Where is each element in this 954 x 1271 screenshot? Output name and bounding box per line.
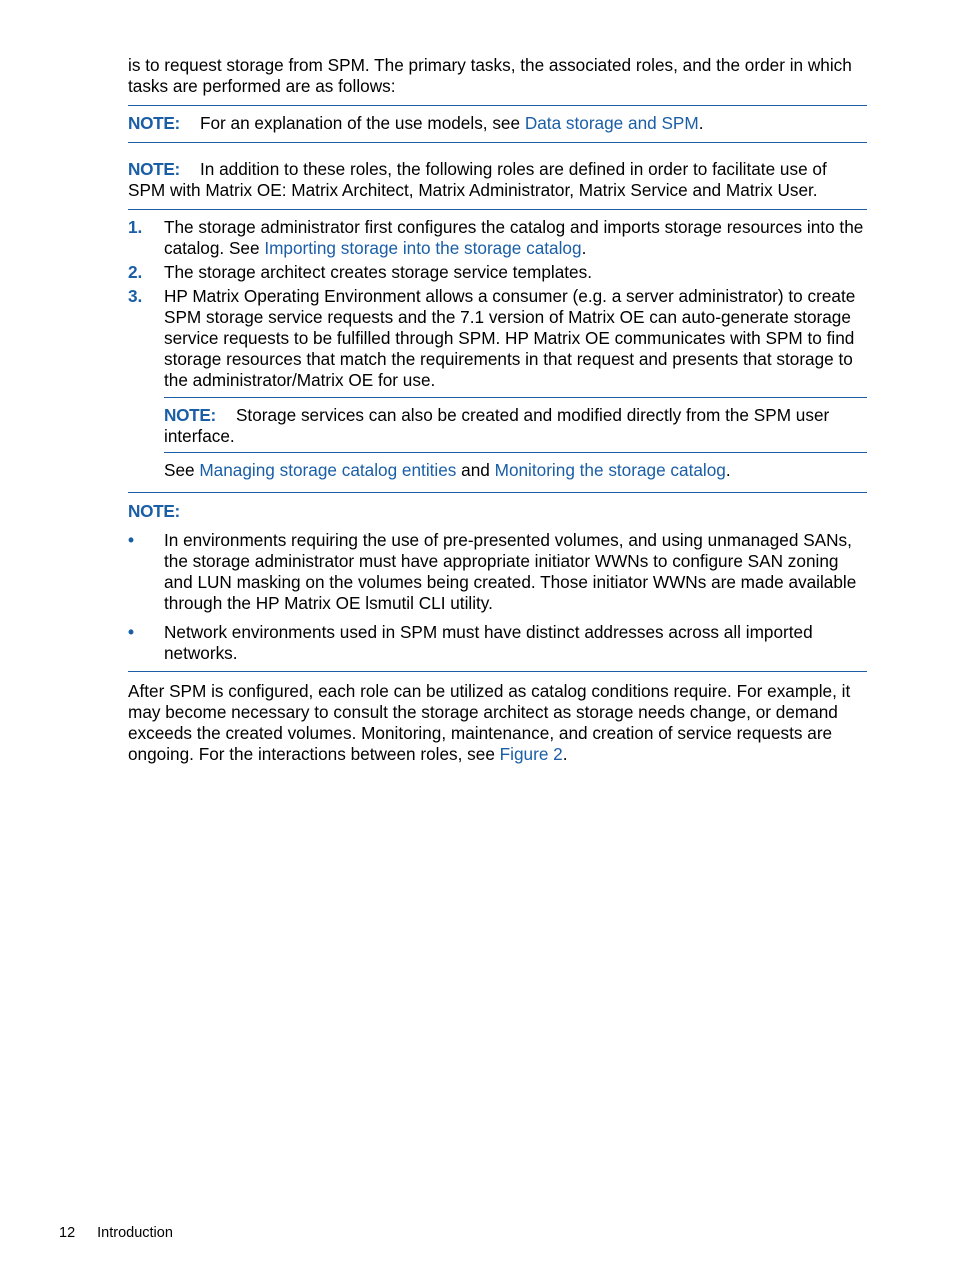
note-label: NOTE: [128, 113, 180, 133]
step-text: HP Matrix Operating Environment allows a consumer (e.g. a server administrator) to create SPM storage service requests and the 7.1 version of Matrix OE can auto-generate storage service requests to be fulfilled through SPM. HP Matrix OE communicates with SPM to find storage resources that match the requirements in that request and presents that storage to the administrator/Matrix OE for use. [164, 286, 856, 390]
note-use-models: NOTE: For an explanation of the use models, see Data storage and SPM. [128, 105, 867, 143]
see-also-line: See Managing storage catalog entities and Monitoring the storage catalog. [164, 460, 731, 480]
intro-paragraph: is to request storage from SPM. The primary tasks, the associated roles, and the order in which tasks are performed are as follows: [128, 55, 852, 96]
list-item: • Network environments used in SPM must have distinct addresses across all imported networks. [128, 622, 813, 663]
note-text: For an explanation of the use models, see [199, 113, 525, 133]
note-label: NOTE: [128, 159, 180, 179]
task-steps-list [128, 217, 867, 391]
link-managing-catalog-entities[interactable]: Managing storage catalog entities [199, 460, 457, 480]
note-storage-services [164, 397, 867, 453]
link-data-storage-and-spm[interactable]: Data storage and SPM [524, 113, 699, 133]
step-text: The storage architect creates storage service templates. [164, 262, 592, 282]
page-number: 12 [59, 1225, 76, 1241]
bullet-icon: • [128, 530, 135, 550]
note-label: NOTE: [164, 405, 216, 425]
link-monitoring-catalog[interactable]: Monitoring the storage catalog [494, 460, 726, 480]
note-label: NOTE: [128, 501, 180, 521]
bullet-icon: • [128, 622, 135, 642]
step-number: 1. [128, 217, 143, 237]
note-additional-roles [128, 151, 867, 210]
closing-paragraph: After SPM is configured, each role can be utilized as catalog conditions require. For example, it may become necessary to consult the storage architect as storage needs change, or demand exceeds the created volumes. Monitoring, maintenance, and creation of service requests are ongoing. For the interactions between roles, see Figure 2. [128, 681, 851, 764]
list-item-step-2 [128, 262, 867, 283]
step-text: The storage administrator first configures the catalog and imports storage resources into the catalog. See [164, 217, 864, 258]
page-footer [59, 1223, 195, 1244]
section-name: Introduction [97, 1225, 173, 1241]
link-figure-2[interactable]: Figure 2 [499, 744, 563, 764]
note-text: Storage services can also be created and modified directly from the SPM user interface. [164, 405, 830, 446]
list-item-step-3 [128, 286, 867, 391]
step-number: 2. [128, 262, 143, 282]
step-number: 3. [128, 286, 143, 306]
note-bullet-list [128, 530, 867, 664]
note-environments [128, 493, 867, 672]
note-text: In addition to these roles, the following roles are defined in order to facilitate use of SPM with Matrix OE: Matrix Architect, Matrix Administrator, Matrix Service and Matrix User. [128, 159, 827, 200]
page-content [128, 55, 867, 765]
link-importing-storage[interactable]: Importing storage into the storage catalog [264, 238, 582, 258]
list-item: • In environments requiring the use of pre-presented volumes, and using unmanaged SANs, the storage administrator must have appropriate initiator WWNs to configure SAN zoning and LUN masking on the volumes being created. Those initiator WWNs are made available through the HP Matrix OE lsmutil CLI utility. [128, 530, 857, 613]
list-item-step-1: 1. The storage administrator first configures the catalog and imports storage resources into the catalog. See Importing storage into the storage catalog. [128, 217, 864, 258]
